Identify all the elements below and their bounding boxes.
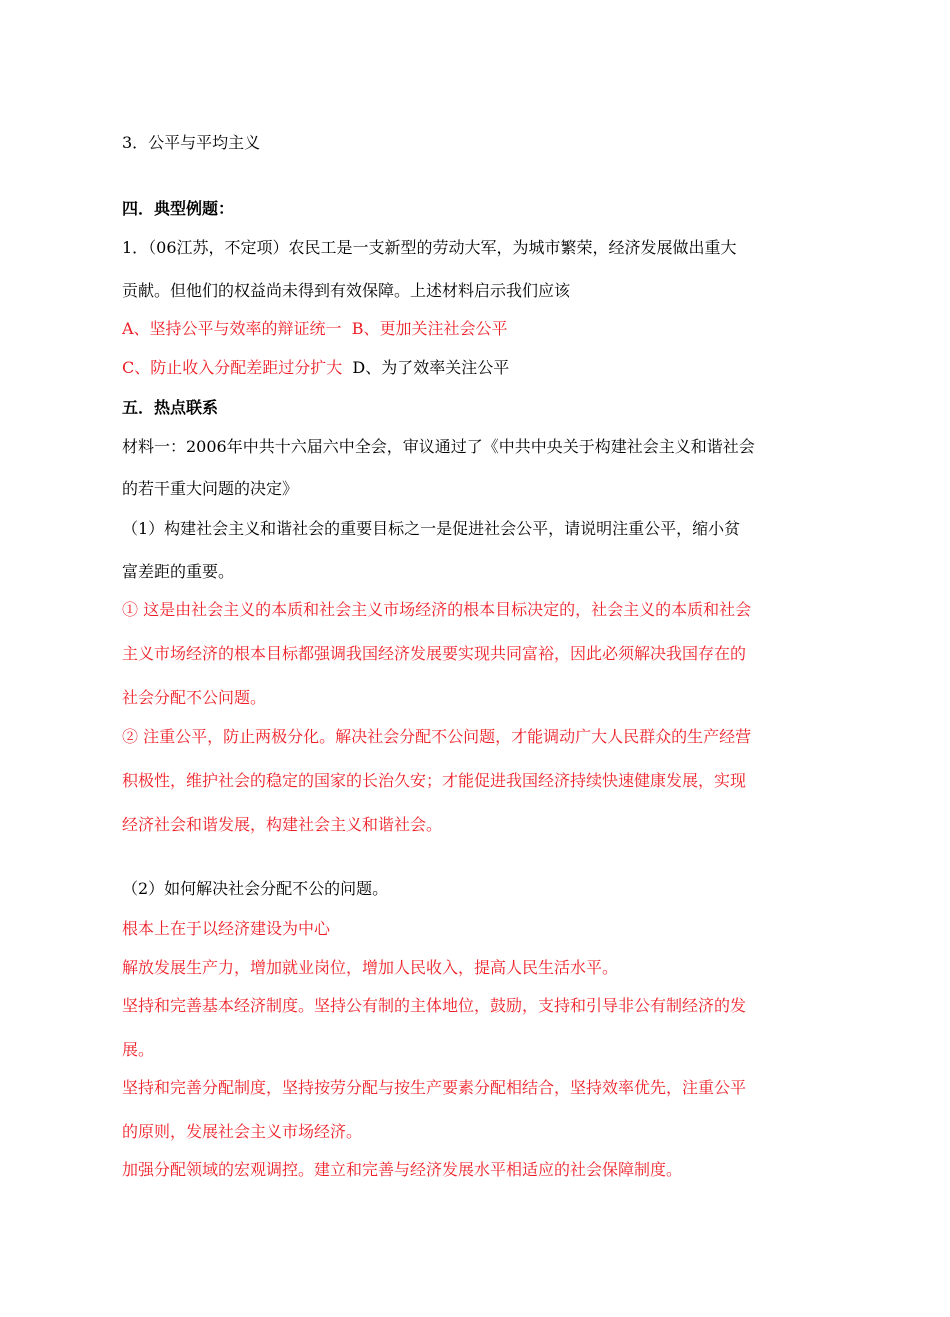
options-row-2 [122, 358, 832, 378]
answer-1-para-2-line-2: 积极性，维护社会的稳定的国家的长治久安；才能促进我国经济持续快速健康发展，实现 [122, 771, 747, 790]
material-1-line-2: 的若干重大问题的决定》 [122, 479, 299, 498]
option-b: B、更加关注社会公平 [351, 319, 508, 338]
material-1-line-1: 材料一：2006年中共十六届六中全会，审议通过了《中共中央关于构建社会主义和谐社会 [122, 437, 755, 456]
answer-1-para-1-line-3: 社会分配不公问题。 [122, 688, 267, 707]
question-1-line-2: 贡献。但他们的权益尚未得到有效保障。上述材料启示我们应该 [122, 281, 571, 300]
answer-1-para-1-line-2: 主义市场经济的根本目标都强调我国经济发展要实现共同富裕，因此必须解决我国存在的 [122, 644, 747, 663]
answer-1-para-2-line-3: 经济社会和谐发展，构建社会主义和谐社会。 [122, 815, 443, 834]
section-5-heading: 五．热点联系 [122, 398, 219, 417]
sub-question-1-line-1: （1）构建社会主义和谐社会的重要目标之一是促进社会公平，请说明注重公平，缩小贫 [122, 519, 741, 538]
answer-1-para-2-line-1: ② 注重公平，防止两极分化。解决社会分配不公问题，才能调动广大人民群众的生产经营 [122, 727, 752, 746]
answer-2-line-3b: 展。 [122, 1040, 155, 1059]
option-d: D、为了效率关注公平 [352, 358, 510, 377]
question-1-line-1: 1．（06江苏，不定项）农民工是一支新型的劳动大军，为城市繁荣，经济发展做出重大 [122, 238, 737, 257]
answer-2-line-1: 根本上在于以经济建设为中心 [122, 919, 331, 938]
options-row-1 [122, 319, 832, 339]
answer-2-line-4b: 的原则，发展社会主义市场经济。 [122, 1122, 363, 1141]
option-a: A、坚持公平与效率的辩证统一 [122, 319, 342, 338]
answer-2-line-3a: 坚持和完善基本经济制度。坚持公有制的主体地位，鼓励，支持和引导非公有制经济的发 [122, 996, 747, 1015]
answer-1-para-1-line-1: ① 这是由社会主义的本质和社会主义市场经济的根本目标决定的，社会主义的本质和社会 [122, 600, 752, 619]
section-4-heading: 四．典型例题： [122, 199, 235, 218]
answer-2-line-5: 加强分配领域的宏观调控。建立和完善与经济发展水平相适应的社会保障制度。 [122, 1160, 683, 1179]
option-c: C、防止收入分配差距过分扩大 [122, 358, 343, 377]
answer-2-line-2: 解放发展生产力，增加就业岗位，增加人民收入，提高人民生活水平。 [122, 958, 619, 977]
sub-question-1-line-2: 富差距的重要。 [122, 562, 235, 581]
answer-2-line-4a: 坚持和完善分配制度，坚持按劳分配与按生产要素分配相结合，坚持效率优先，注重公平 [122, 1078, 747, 1097]
sub-question-2: （2）如何解决社会分配不公的问题。 [122, 879, 389, 898]
item-3-text: 3．公平与平均主义 [122, 133, 261, 152]
